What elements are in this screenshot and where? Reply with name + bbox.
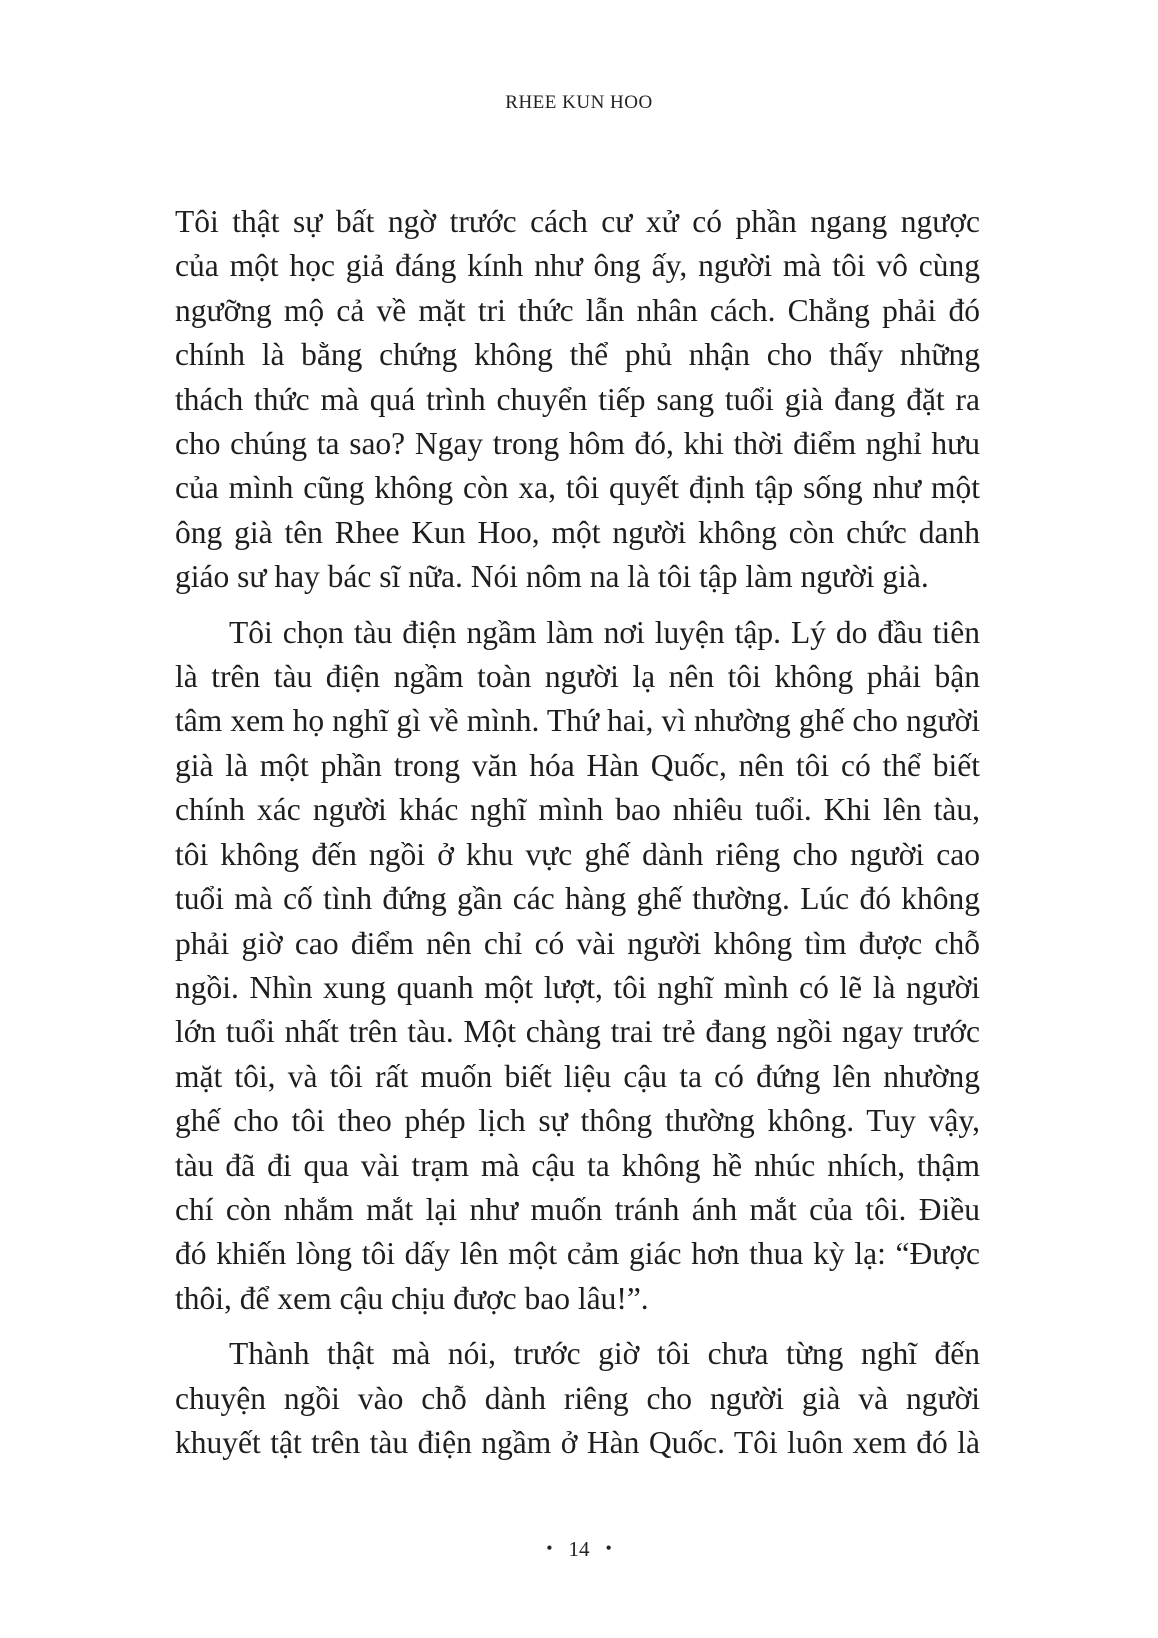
paragraph-2 bbox=[175, 611, 980, 1322]
text-line: đó khiến lòng tôi dấy lên một cảm giác hơn thua kỳ lạ: “Được bbox=[175, 1236, 980, 1272]
body-text bbox=[175, 200, 980, 1476]
text-line: chính xác người khác nghĩ mình bao nhiêu tuổi. Khi lên tàu, bbox=[175, 792, 980, 828]
text-line: chí còn nhắm mắt lại như muốn tránh ánh mắt của tôi. Điều bbox=[175, 1191, 980, 1227]
text-line: giáo sư hay bác sĩ nữa. Nói nôm na là tôi tập làm người già. bbox=[175, 559, 929, 595]
text-line: Tôi chọn tàu điện ngầm làm nơi luyện tập. Lý do đầu tiên bbox=[229, 614, 980, 650]
paragraph-1 bbox=[175, 200, 980, 600]
text-line: của một học giả đáng kính như ông ấy, người mà tôi vô cùng bbox=[175, 248, 980, 284]
bullet-right: • bbox=[605, 1538, 612, 1558]
text-line: phải giờ cao điểm nên chỉ có vài người không tìm được chỗ bbox=[175, 925, 980, 961]
text-line: khuyết tật trên tàu điện ngầm ở Hàn Quốc. Tôi luôn xem đó là bbox=[175, 1424, 980, 1460]
text-line: ngưỡng mộ cả về mặt tri thức lẫn nhân cách. Chẳng phải đó bbox=[175, 292, 980, 328]
text-line: của mình cũng không còn xa, tôi quyết định tập sống như một bbox=[175, 470, 980, 506]
text-line: ngồi. Nhìn xung quanh một lượt, tôi nghĩ mình có lẽ là người bbox=[175, 969, 980, 1005]
text-line: ghế cho tôi theo phép lịch sự thông thường không. Tuy vậy, bbox=[175, 1103, 980, 1139]
page-number: 14 bbox=[568, 1537, 590, 1561]
text-line: chuyện ngồi vào chỗ dành riêng cho người già và người bbox=[175, 1380, 980, 1416]
text-line: tàu đã đi qua vài trạm mà cậu ta không hề nhúc nhích, thậm bbox=[175, 1147, 980, 1183]
running-header: RHEE KUN HOO bbox=[505, 92, 653, 113]
page-footer bbox=[0, 1537, 1158, 1562]
text-line: lớn tuổi nhất trên tàu. Một chàng trai trẻ đang ngồi ngay trước bbox=[175, 1014, 980, 1050]
text-line: là trên tàu điện ngầm toàn người lạ nên tôi không phải bận bbox=[175, 659, 980, 695]
bullet-left: • bbox=[546, 1538, 553, 1558]
text-line: già là một phần trong văn hóa Hàn Quốc, nên tôi có thể biết bbox=[175, 747, 980, 783]
text-line: Tôi thật sự bất ngờ trước cách cư xử có phần ngang ngược bbox=[175, 204, 980, 239]
text-line: Thành thật mà nói, trước giờ tôi chưa từng nghĩ đến bbox=[229, 1336, 980, 1372]
text-line: mặt tôi, và tôi rất muốn biết liệu cậu ta có đứng lên nhường bbox=[175, 1058, 980, 1094]
text-line: thôi, để xem cậu chịu được bao lâu!”. bbox=[175, 1280, 649, 1316]
text-line: tuổi mà cố tình đứng gần các hàng ghế thường. Lúc đó không bbox=[175, 881, 980, 917]
text-line: cho chúng ta sao? Ngay trong hôm đó, khi thời điểm nghỉ hưu bbox=[175, 426, 980, 462]
paragraph-3 bbox=[175, 1332, 980, 1465]
text-line: thách thức mà quá trình chuyển tiếp sang tuổi già đang đặt ra bbox=[175, 381, 980, 417]
text-line: chính là bằng chứng không thể phủ nhận cho thấy những bbox=[175, 337, 980, 373]
text-line: tôi không đến ngồi ở khu vực ghế dành riêng cho người cao bbox=[175, 836, 980, 872]
text-line: tâm xem họ nghĩ gì về mình. Thứ hai, vì nhường ghế cho người bbox=[175, 703, 980, 739]
text-line: ông già tên Rhee Kun Hoo, một người không còn chức danh bbox=[175, 514, 980, 550]
